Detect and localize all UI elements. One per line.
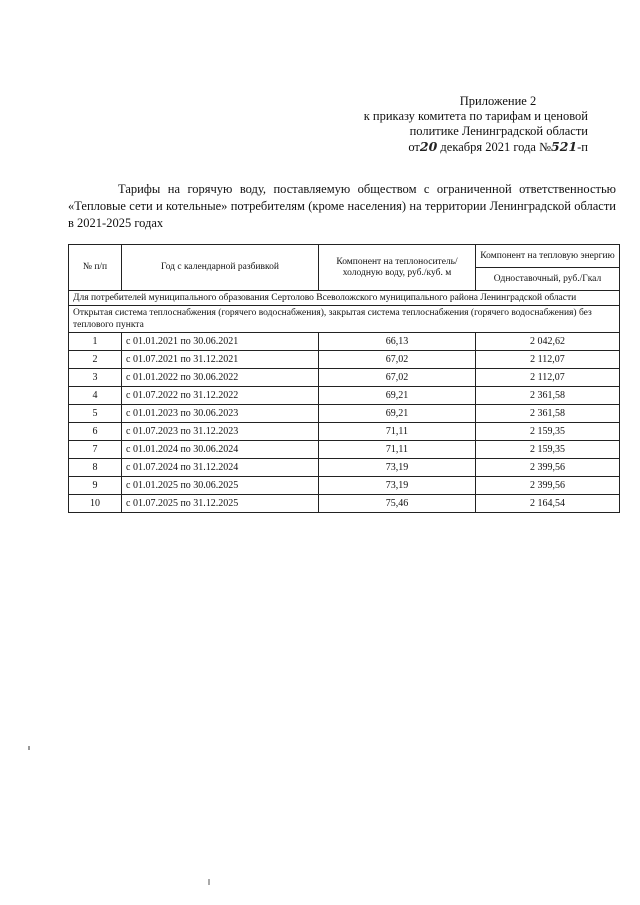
row-heat-price: 2 159,35 <box>476 423 620 441</box>
table-row <box>69 351 620 369</box>
date-suffix: -п <box>577 140 588 154</box>
row-heat-price: 2 042,62 <box>476 333 620 351</box>
row-number: 2 <box>69 351 122 369</box>
header-heat-sub: Одноставочный, руб./Гкал <box>476 268 620 291</box>
row-period: с 01.01.2025 по 30.06.2025 <box>122 477 319 495</box>
row-heat-price: 2 112,07 <box>476 351 620 369</box>
row-number: 5 <box>69 405 122 423</box>
row-number: 9 <box>69 477 122 495</box>
row-water-price: 69,21 <box>319 405 476 423</box>
row-water-price: 73,19 <box>319 459 476 477</box>
row-heat-price: 2 361,58 <box>476 405 620 423</box>
row-water-price: 73,19 <box>319 477 476 495</box>
row-period: с 01.07.2024 по 31.12.2024 <box>122 459 319 477</box>
row-number: 6 <box>69 423 122 441</box>
table-row <box>69 459 620 477</box>
row-number: 3 <box>69 369 122 387</box>
table-row <box>69 477 620 495</box>
table-row <box>69 333 620 351</box>
table-row <box>69 387 620 405</box>
scan-speck <box>28 746 30 750</box>
row-water-price: 67,02 <box>319 351 476 369</box>
header-num: № п/п <box>69 245 122 291</box>
handwritten-order-number: 521 <box>551 139 578 154</box>
header-period: Год с календарной разбивкой <box>122 245 319 291</box>
row-period: с 01.01.2022 по 30.06.2022 <box>122 369 319 387</box>
appendix-header <box>348 94 588 155</box>
scan-mark <box>208 879 210 885</box>
row-period: с 01.01.2023 по 30.06.2023 <box>122 405 319 423</box>
row-heat-price: 2 361,58 <box>476 387 620 405</box>
row-period: с 01.07.2022 по 31.12.2022 <box>122 387 319 405</box>
row-number: 1 <box>69 333 122 351</box>
row-water-price: 71,11 <box>319 423 476 441</box>
section-row-consumers <box>69 291 620 306</box>
row-heat-price: 2 399,56 <box>476 459 620 477</box>
tariff-table <box>68 244 620 513</box>
row-number: 4 <box>69 387 122 405</box>
row-heat-price: 2 164,54 <box>476 495 620 513</box>
date-mid: декабря 2021 года № <box>437 140 552 154</box>
row-water-price: 67,02 <box>319 369 476 387</box>
tariff-rows <box>69 333 620 513</box>
row-heat-price: 2 159,35 <box>476 441 620 459</box>
handwritten-day: 20 <box>419 139 438 154</box>
row-period: с 01.01.2024 по 30.06.2024 <box>122 441 319 459</box>
header-water: Компонент на теплоноситель/ холодную воду, руб./куб. м <box>319 245 476 291</box>
header-heat: Компонент на тепловую энергию <box>476 245 620 268</box>
section-system: Открытая система теплоснабжения (горячего водоснабжения), закрытая система теплоснабжения (горячего водоснабжения) без теплового пункта <box>69 306 620 333</box>
table-row <box>69 369 620 387</box>
appendix-line-1: к приказу комитета по тарифам и ценовой <box>363 109 588 123</box>
row-water-price: 71,11 <box>319 441 476 459</box>
date-prefix: от <box>408 140 420 154</box>
section-row-system <box>69 306 620 333</box>
row-water-price: 69,21 <box>319 387 476 405</box>
row-period: с 01.07.2023 по 31.12.2023 <box>122 423 319 441</box>
appendix-line-2: политике Ленинградской области <box>409 124 588 138</box>
row-period: с 01.07.2021 по 31.12.2021 <box>122 351 319 369</box>
header-row <box>69 245 620 268</box>
document-intro: Тарифы на горячую воду, поставляемую обществом с ограниченной ответственностью «Тепловые сети и котельные» потребителям (кроме населения) на территории Ленинградской области в 2021-2025 годах <box>68 182 616 230</box>
table-row <box>69 495 620 513</box>
table-row <box>69 423 620 441</box>
row-period: с 01.01.2021 по 30.06.2021 <box>122 333 319 351</box>
section-consumers: Для потребителей муниципального образования Сертолово Всеволожского муниципального района Ленинградской области <box>69 291 620 306</box>
row-period: с 01.07.2025 по 31.12.2025 <box>122 495 319 513</box>
appendix-title: Приложение 2 <box>459 94 537 108</box>
row-water-price: 66,13 <box>319 333 476 351</box>
appendix-date-line <box>348 139 588 155</box>
table-row <box>69 441 620 459</box>
row-number: 7 <box>69 441 122 459</box>
row-number: 10 <box>69 495 122 513</box>
row-number: 8 <box>69 459 122 477</box>
row-heat-price: 2 399,56 <box>476 477 620 495</box>
row-water-price: 75,46 <box>319 495 476 513</box>
row-heat-price: 2 112,07 <box>476 369 620 387</box>
table-row <box>69 405 620 423</box>
